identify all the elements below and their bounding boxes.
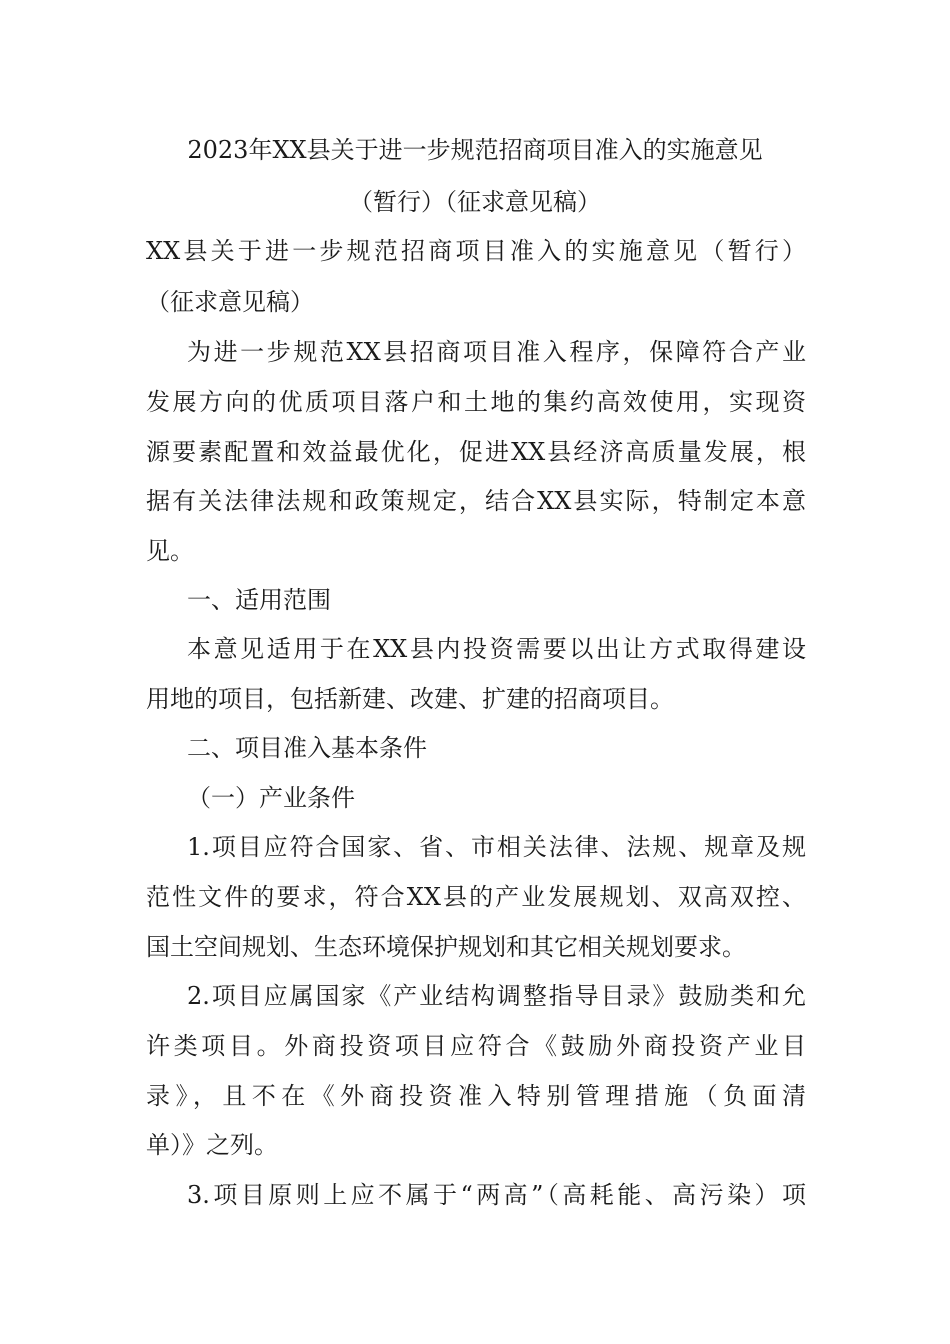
item-2-line: 许类项目。外商投资项目应符合《鼓励外商投资产业目: [146, 1032, 806, 1060]
item-1-line: 1.项目应符合国家、省、市相关法律、法规、规章及规: [187, 833, 806, 861]
section-1-paragraph-line: 用地的项目，包括新建、改建、扩建的招商项目。: [146, 685, 674, 713]
item-1-line: 范性文件的要求，符合XX县的产业发展规划、双高双控、: [146, 883, 806, 911]
item-2-line: 单）》之列。: [146, 1131, 278, 1159]
intro-paragraph-line: 为进一步规范XX县招商项目准入程序，保障符合产业: [187, 338, 806, 366]
document-title-line-2: （暂行）（征求意见稿）: [349, 188, 601, 216]
intro-paragraph-line: 源要素配置和效益最优化，促进XX县经济高质量发展，根: [146, 438, 806, 466]
document-subtitle-line-2: （征求意见稿）: [146, 288, 314, 316]
item-1-line: 国土空间规划、生态环境保护规划和其它相关规划要求。: [146, 933, 746, 961]
section-1-heading: 一、适用范围: [187, 586, 331, 614]
item-2-line: 2.项目应属国家《产业结构调整指导目录》鼓励类和允: [187, 982, 806, 1010]
document-title-line-1: 2023年XX县关于进一步规范招商项目准入的实施意见: [187, 136, 763, 164]
intro-paragraph-line: 发展方向的优质项目落户和土地的集约高效使用，实现资: [146, 388, 806, 416]
section-2-heading: 二、项目准入基本条件: [187, 734, 427, 762]
item-3-line: 3.项目原则上应不属于“两高”（高耗能、高污染）项: [187, 1181, 806, 1209]
item-2-line: 录》，且不在《外商投资准入特别管理措施（负面清: [146, 1082, 806, 1110]
intro-paragraph-line: 据有关法律法规和政策规定，结合XX县实际，特制定本意: [146, 487, 806, 515]
subsection-1-heading: （一）产业条件: [187, 784, 355, 812]
intro-paragraph-line: 见。: [146, 537, 194, 565]
section-1-paragraph-line: 本意见适用于在XX县内投资需要以出让方式取得建设: [187, 635, 806, 663]
document-subtitle-line-1: XX县关于进一步规范招商项目准入的实施意见（暂行）: [146, 237, 806, 265]
